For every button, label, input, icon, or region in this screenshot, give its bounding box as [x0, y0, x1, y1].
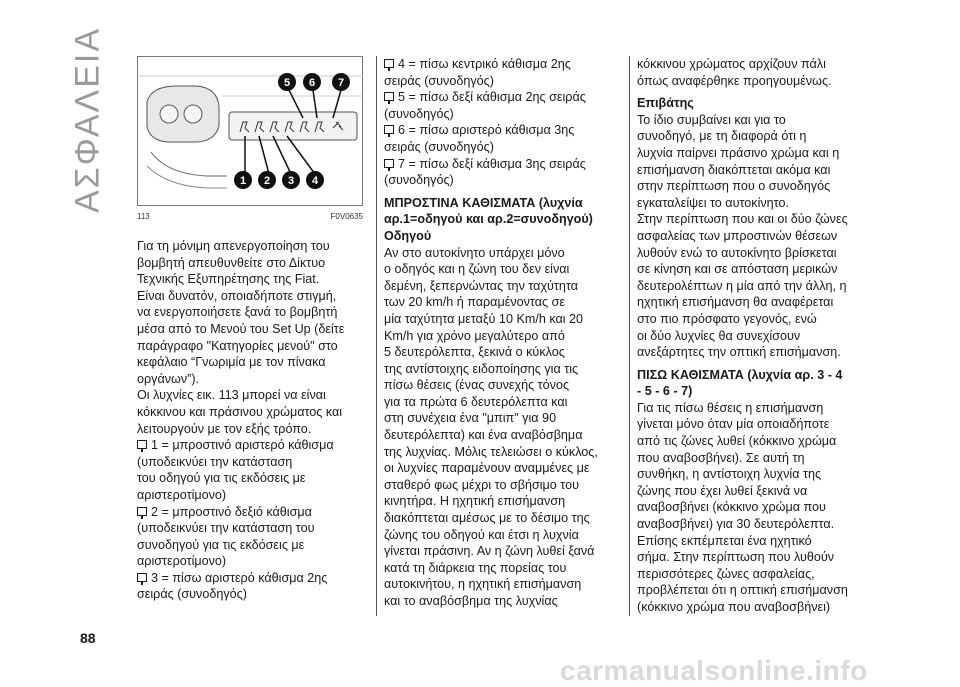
text-line: γίνεται πράσινη. Αν η ζώνη λυθεί ξανά [384, 544, 595, 559]
text-line: Για τη μόνιμη απενεργοποίηση του [137, 239, 330, 253]
callout-6: 6 [308, 77, 316, 89]
text-line: αναβοσβήνει (κόκκινο χρώμα που [637, 500, 826, 515]
text-line: διακόπτεται αμέσως με το δέσιμο της [384, 511, 590, 526]
seatbelt-icon [137, 573, 147, 582]
text-line: ζώνης που έχει λυθεί ξεκινά να [637, 483, 808, 498]
section-heading: ΠΙΣΩ ΚΑΘΙΣΜΑΤΑ (λυχνία αρ. 3 - 4 [637, 367, 843, 382]
list-item: 7 = πίσω δεξί κάθισμα 3ης σειράς [384, 156, 624, 173]
text-line: κόκκινου χρώματος αρχίζουν πάλι [637, 57, 826, 71]
text-line: γίνεται μόνο όταν μία οποιαδήποτε [637, 417, 830, 432]
callout-7: 7 [337, 77, 345, 89]
text-line: περισσότερες ζώνες ασφαλείας, [637, 566, 815, 581]
text-line: του οδηγού για τις εκδόσεις με [137, 471, 306, 486]
text-line: στο πιο πρόσφατο γεγονός, ενώ [637, 311, 817, 326]
list-item: 2 = μπροστινό δεξιό κάθισμα [137, 504, 367, 521]
text-line: αυτοκινήτου, η ηχητική επισήμανση [384, 577, 582, 592]
seatbelt-icon [137, 507, 147, 516]
text-line: των 20 km/h ή παραμένοντας σε [384, 295, 565, 310]
section-heading: ΜΠΡΟΣΤΙΝΑ ΚΑΘΙΣΜΑΤΑ (λυχνία [384, 195, 583, 210]
text-line: της λυχνίας. Μόλις τελειώσει ο κύκλος, [384, 444, 598, 459]
text-line: από τις ζώνες λυθεί (κόκκινο χρώμα [637, 434, 837, 449]
text-line: δεμένη, ξεπερνώντας την ταχύτητα [384, 278, 578, 293]
callout-1: 1 [239, 175, 247, 187]
text-line: λυχνία παίρνει πράσινο χρώμα και η [637, 145, 840, 160]
text-line: κόκκινου και πράσινου χρώματος και [137, 404, 343, 419]
overhead-console-illustration [137, 56, 363, 206]
seatbelt-icon [384, 125, 394, 134]
text-line: κεφάλαιο “Γνωριμία με τον πίνακα [137, 355, 326, 370]
callout-4: 4 [311, 175, 319, 187]
text-line: στη συνέχεια ένα "μπιπ" για 90 [384, 411, 557, 426]
text-line: Είναι δυνατόν, οποιαδήποτε στιγμή, [137, 288, 337, 303]
text-line: δευτερολέπτων η μία από την άλλη, η [637, 278, 847, 293]
text-line: (συνοδηγός) [384, 106, 454, 121]
text-line: κινητήρα. Η ηχητική επισήμανση [384, 494, 566, 509]
seatbelt-icon [137, 440, 147, 449]
text-line: επισήμανση διακόπτεται ακόμα και [637, 162, 831, 177]
text-line: στην περίπτωση που ο συνοδηγός [637, 179, 831, 194]
list-item: 6 = πίσω αριστερό κάθισμα 3ης [384, 122, 624, 139]
text-line: αριστεροτίμονο) [137, 487, 227, 502]
text-line: (υποδεικνύει την κατάσταση [137, 454, 293, 469]
text-line: εγκαταλείψει το αυτοκίνητο. [637, 195, 789, 210]
callout-5: 5 [283, 77, 291, 89]
text-line: συνοδηγού για τις εκδόσεις με [137, 537, 305, 552]
text-line: Οι λυχνίες εικ. 113 μπορεί να είναι [137, 388, 326, 403]
text-line: Αν στο αυτοκίνητο υπάρχει μόνο [384, 245, 565, 260]
text-line: ασφαλείας των μπροστινών θέσεων [637, 228, 838, 243]
text-line: σταθερό φως μέχρι το σβήσιμο του [384, 477, 579, 492]
text-line: ζώνης του οδηγού και έτσι η λυχνία [384, 527, 579, 542]
text-line: (υποδεικνύει την κατάσταση του [137, 521, 315, 536]
figure-113 [137, 56, 363, 206]
section-heading: αρ.1=οδηγού και αρ.2=συνοδηγού) [384, 212, 593, 227]
text-line: της αντίστοιχης ειδοποίησης για τις [384, 361, 579, 376]
text-line: Στην περίπτωση που και οι δύο ζώνες [637, 212, 848, 227]
text-line: σειράς (συνοδηγός) [384, 73, 494, 88]
text-line: μία ταχύτητα μεταξύ 10 Km/h και 20 [384, 311, 584, 326]
text-line: οι δύο λυχνίες θα συνεχίσουν [637, 328, 801, 343]
text-line: λειτουργούν με τον εξής τρόπο. [137, 421, 312, 436]
text-line: για τα πρώτα 6 δευτερόλεπτα και [384, 394, 568, 409]
text-line: όπως αναφέρθηκε προηγουμένως. [637, 73, 832, 88]
text-line: πίσω θέσεις (ένας συνεχής τόνος [384, 378, 570, 393]
text-line: (κόκκινο χρώμα που αναβοσβήνει) [637, 600, 831, 614]
text-line: αριστεροτίμονο) [137, 554, 227, 569]
text-line: κατά τη διάρκεια της πορείας του [384, 560, 567, 575]
text-line: 5 δευτερόλεπτα, ξεκινά ο κύκλος [384, 345, 565, 360]
column-3 [637, 56, 877, 616]
watermark: carmanualsonline.info [560, 655, 868, 686]
column-2 [384, 56, 624, 610]
text-line: να ενεργοποιήσετε ξανά το βομβητή [137, 305, 338, 320]
text-line: συνθήκη, η αντίστοιχη λυχνία της [637, 467, 822, 482]
text-line: σειράς (συνοδηγός) [384, 139, 494, 154]
callout-2: 2 [263, 175, 271, 187]
seatbelt-icon [384, 159, 394, 168]
text-line: ηχητική επισήμανση θα αναφέρεται [637, 295, 834, 310]
callout-3: 3 [287, 175, 295, 187]
section-heading: - 5 - 6 - 7) [637, 384, 693, 399]
figure-code: F0V0635 [330, 212, 363, 221]
text-line: συνοδηγό, με τη διαφορά ότι η [637, 129, 807, 144]
text-line: σήμα. Στην περίπτωση που λυθούν [637, 550, 835, 565]
text-line: δευτερόλεπτα) και ένα αναβόσβημα [384, 428, 583, 443]
text-line: Επίσης εκπέμπεται ένα ηχητικό [637, 533, 812, 548]
text-line: ο οδηγός και η ζώνη του δεν είναι [384, 262, 570, 277]
figure-number: 113 [137, 212, 150, 221]
seatbelt-icon [384, 59, 394, 68]
text-line: οι λυχνίες παραμένουν αναμμένες με [384, 461, 590, 476]
text-line: μέσα από το Μενού του Set Up (δείτε [137, 321, 345, 336]
text-line: λυθούν ενώ το αυτοκίνητο βρίσκεται [637, 245, 837, 260]
list-item: 3 = πίσω αριστερό κάθισμα 2ης [137, 570, 367, 587]
page-number: 88 [80, 630, 96, 646]
text-line: Το ίδιο συμβαίνει και για το [637, 112, 786, 127]
text-line: αναβοσβήνει) για 30 δευτερόλεπτα. [637, 517, 835, 532]
text-line: σε κίνηση και σε απόσταση μερικών [637, 262, 838, 277]
section-title: ΑΣΦΑΛΕΙΑ [68, 26, 107, 214]
seatbelt-icon [384, 92, 394, 101]
column-1 [137, 238, 367, 603]
column-divider [629, 56, 630, 616]
list-item: 5 = πίσω δεξί κάθισμα 2ης σειράς [384, 89, 624, 106]
list-item: 1 = μπροστινό αριστερό κάθισμα [137, 437, 367, 454]
text-line: (συνοδηγός) [384, 173, 454, 188]
text-line: και το αναβόσβημα της λυχνίας [384, 594, 558, 608]
list-item: 4 = πίσω κεντρικό κάθισμα 2ης [384, 56, 624, 73]
text-line: προβλέπεται ότι η οπτική επισήμανση [637, 583, 848, 598]
text-line: Km/h για χρόνο μεγαλύτερο από [384, 328, 565, 343]
text-line: βομβητή απευθυνθείτε στο Δίκτυο [137, 255, 326, 270]
text-line: οργάνων”). [137, 371, 200, 386]
text-line: που αναβοσβήνει). Σε αυτή τη [637, 450, 805, 465]
text-line: σειράς (συνοδηγός) [137, 587, 247, 602]
subheading: Οδηγού [384, 228, 432, 243]
text-line: παράγραφο "Κατηγορίες μενού" στο [137, 338, 338, 353]
subheading: Επιβάτης [637, 96, 694, 111]
text-line: ανεξάρτητες την οπτική επισήμανση. [637, 345, 841, 360]
text-line: Για τις πίσω θέσεις η επισήμανση [637, 400, 824, 415]
text-line: Τεχνικής Εξυπηρέτησης της Fiat. [137, 272, 320, 287]
column-divider [376, 56, 377, 616]
